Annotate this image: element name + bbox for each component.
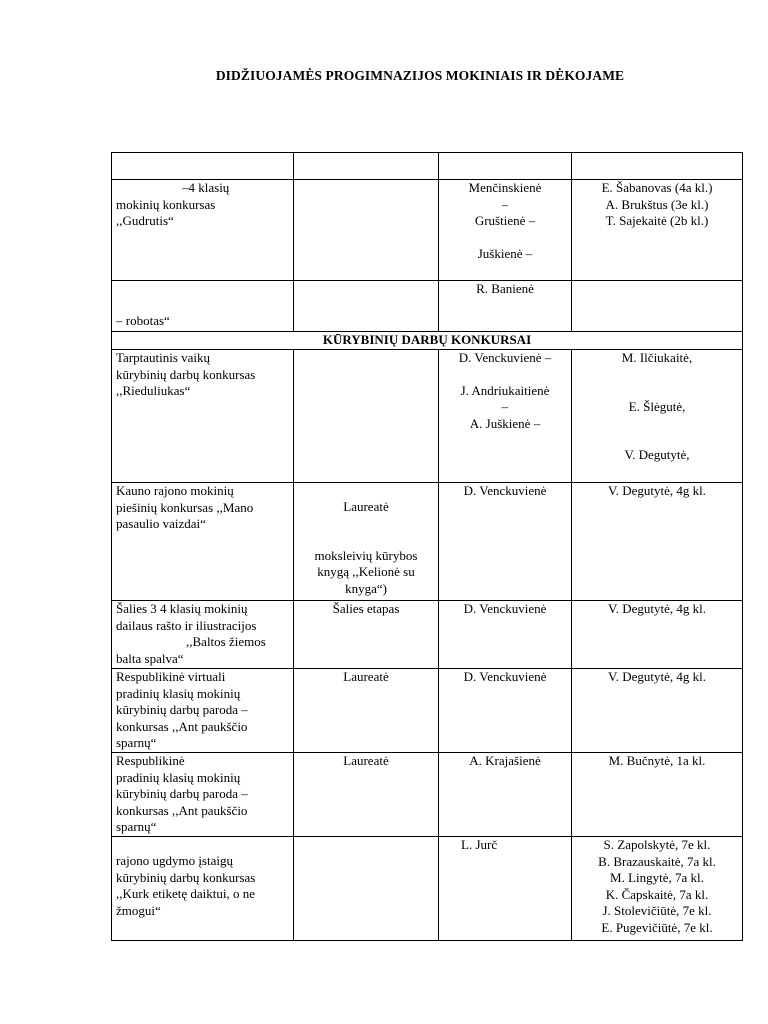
teacher-cell [439,180,572,281]
cell-line: Šalies etapas [332,601,400,616]
cell-gap [576,431,738,447]
cell-line: ,,Kurk etiketę daiktui, o ne [116,886,255,901]
cell-line: knyga“) [345,580,387,596]
cell-line: konkursas ,,Ant paukščio [116,718,248,734]
cell-line: – robotas“ [116,313,170,328]
competition-cell [112,601,294,669]
table-row [112,669,743,753]
cell-line: konkursas ,,Ant paukščio [116,802,248,818]
teacher-cell [439,669,572,753]
cell-line: pasaulio vaizdai“ [116,516,206,531]
result-cell [294,350,439,483]
table-row [112,281,743,332]
cell-line: V. Degutytė, [624,447,690,462]
teacher-cell [439,350,572,483]
cell-line: žmogui“ [116,902,161,918]
cell-line: dailaus rašto ir iliustracijos [116,617,257,633]
competition-cell [112,350,294,483]
header-cell [439,153,572,180]
competition-cell [112,483,294,601]
cell-line: knygą ,,Kelionė su [317,564,415,579]
cell-line: V. Degutytė, 4g kl. [608,483,706,498]
awards-table [111,152,743,941]
table-row [112,483,743,601]
cell-line: –4 klasių [182,180,230,195]
result-cell [294,753,439,837]
cell-line: M. Bučnytė, 1a kl. [608,753,706,768]
cell-line: B. Brazauskaitė, 7a kl. [598,853,716,869]
table-header-row [112,153,743,180]
result-cell [294,483,439,601]
cell-line: K. Čapskaitė, 7a kl. [605,886,709,902]
cell-line: – [501,399,509,414]
result-cell [294,669,439,753]
cell-gap [116,281,289,297]
cell-gap [298,532,434,548]
students-cell [572,350,743,483]
header-cell [112,153,294,180]
cell-line: balta spalva“ [116,650,184,666]
students-cell [572,483,743,601]
students-cell [572,180,743,281]
table-row [112,601,743,669]
cell-line: E. Šlėgutė, [628,398,686,414]
cell-gap [576,415,738,431]
cell-gap [443,230,567,246]
cell-line: D. Venckuvienė [463,601,547,616]
cell-line: Juškienė – [477,245,533,261]
cell-line: piešinių konkursas ,,Mano [116,499,254,515]
result-cell [294,601,439,669]
cell-line: M. Ilčiukaitė, [621,350,693,365]
cell-line: E. Šabanovas (4a kl.) [601,180,713,195]
cell-line: pradinių klasių mokinių [116,769,241,785]
section-title: KŪRYBINIŲ DARBŲ KONKURSAI [112,332,743,350]
students-cell [572,669,743,753]
cell-line: J. Stolevičiūtė, 7e kl. [602,903,712,918]
cell-line: Respublikinė [116,753,185,768]
cell-line: mokinių konkursas [116,196,216,212]
cell-line: R. Banienė [476,281,534,296]
cell-line: D. Venckuvienė [463,669,547,684]
teacher-cell [439,601,572,669]
cell-line: L. Jurč [461,837,498,852]
cell-line: E. Pugevičiūtė, 7e kl. [601,919,713,935]
cell-line: rajono ugdymo įstaigų [116,853,233,868]
cell-line: kūrybinių darbų konkursas [116,366,256,382]
cell-gap [298,516,434,532]
result-cell [294,180,439,281]
cell-line: – [501,196,509,212]
document-title: DIDŽIUOJAMĖS PROGIMNAZIJOS MOKINIAIS IR DĖKOJAME [215,68,625,83]
header-cell [294,153,439,180]
teacher-cell [439,837,572,941]
cell-line: Šalies 3 4 klasių mokinių [116,601,248,616]
competition-cell [112,180,294,281]
cell-line: pradinių klasių mokinių [116,685,241,701]
cell-line: sparnų“ [116,819,157,834]
students-cell [572,837,743,941]
cell-line: Respublikinė virtuali [116,669,226,684]
cell-line: V. Degutytė, 4g kl. [608,669,706,684]
cell-line: Laureatė [343,753,389,768]
cell-line: M. Lingytė, 7a kl. [610,870,704,885]
cell-line: D. Venckuvienė – [458,350,552,365]
table-row [112,753,743,837]
table-row [112,350,743,483]
cell-line: sparnų“ [116,735,157,750]
cell-gap [116,837,289,853]
table-row [112,837,743,941]
cell-line: kūrybinių darbų paroda – [116,786,248,801]
cell-line: J. Andriukaitienė [460,382,550,398]
cell-gap [116,297,289,313]
teacher-cell [439,483,572,601]
teacher-cell [439,281,572,332]
competition-cell [112,837,294,941]
cell-line: A. Krajašienė [469,753,541,768]
result-cell [294,281,439,332]
cell-line: ,,Rieduliukas“ [116,383,191,398]
students-cell [572,601,743,669]
cell-line: kūrybinių darbų paroda – [116,702,248,717]
competition-cell [112,669,294,753]
cell-line: Laureatė [343,669,389,684]
cell-line: Laureatė [343,499,389,514]
cell-line: Tarptautinis vaikų [116,350,211,365]
table-row [112,180,743,281]
cell-line: moksleivių kūrybos [314,547,418,563]
students-cell [572,753,743,837]
header-cell [572,153,743,180]
result-cell [294,837,439,941]
section-header-row [112,332,743,350]
cell-line: ,,Gudrutis“ [116,213,174,228]
cell-line: Kauno rajono mokinių [116,483,234,498]
cell-gap [298,483,434,499]
cell-line: kūrybinių darbų konkursas [116,869,256,885]
cell-line: S. Zapolskytė, 7e kl. [603,837,711,852]
cell-gap [576,383,738,399]
cell-line: T. Sajekaitė (2b kl.) [605,213,709,228]
cell-line: A. Brukštus (3e kl.) [605,196,709,212]
cell-line: A. Juškienė – [469,415,541,431]
teacher-cell [439,753,572,837]
cell-line: V. Degutytė, 4g kl. [608,601,706,616]
cell-line: ,,Baltos žiemos [186,634,266,649]
cell-line: D. Venckuvienė [463,483,547,498]
competition-cell [112,753,294,837]
cell-gap [576,367,738,383]
cell-gap [443,367,567,383]
competition-cell [112,281,294,332]
cell-line: Gruštienė – [474,213,536,228]
cell-line: Menčinskienė [468,180,542,195]
students-cell [572,281,743,332]
